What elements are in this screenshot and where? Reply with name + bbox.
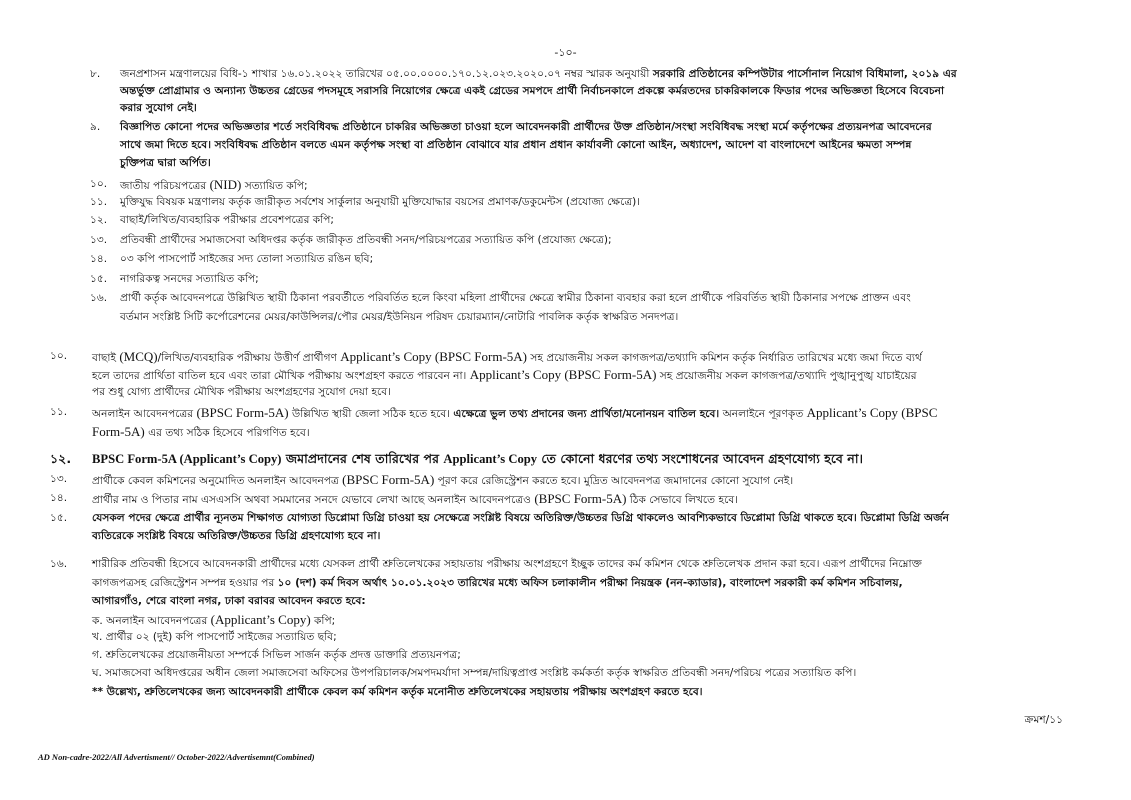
main-item-text: শারীরিক প্রতিবন্ধী হিসেবে আবেদনকারী প্রার্থীদের মধ্যে যেসকল প্রার্থী শ্রুতিলেখকের সহায়তায় পরীক্ষায় অংশগ্রহণে ইচ্ছুক তাদের কর্ম কমিশন থেকে শ্রুতিলেখক প্রদান করা হবে। এরূপ প্রার্থীদের নিম্নোক্ত [92, 558, 922, 570]
main-item-line [92, 384, 391, 401]
main-item-line [92, 348, 922, 367]
sub-item-text: প্রতিবন্ধী প্রার্থীদের সমাজসেবা অধিদপ্তর কর্তৃক জারীকৃত প্রতিবন্ধী সনদ/পরিচয়পত্রের সত্যায়িত কপি (প্রযোজ্য ক্ষেত্রে); [120, 234, 612, 246]
main-item-number: ১৫. [50, 512, 68, 524]
sub-item-line [120, 232, 612, 249]
sub-item-number: ১৬. [90, 292, 108, 304]
page-number: -১০- [554, 46, 577, 59]
main-item-line [92, 684, 703, 701]
main-item-text: কপি; [310, 615, 336, 627]
main-item-text: বাছাই [92, 352, 120, 364]
main-item-text: পর শুধু যোগ্য প্রার্থীদের মৌখিক পরীক্ষায় অংশগ্রহণের সুযোগ দেয়া হবে। [92, 386, 391, 398]
sub-item-text: অন্তর্ভুক্ত প্রোগ্রামার ও অন্যান্য উচ্চতর গ্রেডের পদসমূহে সরাসরি নিয়োগের ক্ষেত্রে একই গ্রেডের সমপদে প্রার্থী নির্বাচনকালে প্রকল্পে কর্মরতদের চাকরিকালকে ফিডার পদের অভিজ্ঞতা হিসেবে বিবেচনা [120, 85, 945, 97]
main-item-text: সহ প্রয়োজনীয় সকল কাগজপত্র/তথ্যাদি কমিশন কর্তৃক নির্ধারিত তারিখের মধ্যে জমা দিতে ব্যর্থ [527, 352, 922, 364]
main-item-line [92, 471, 793, 490]
sub-item-line [120, 100, 197, 117]
main-item-text: Applicant’s Copy [443, 452, 538, 466]
main-item-text: উল্লিখিত স্থায়ী জেলা সঠিক হতে হবে। [288, 408, 454, 420]
main-item-text: প্রার্থীকে কেবল কমিশনের অনুমোদিত অনলাইন আবেদনপত্র [92, 475, 343, 487]
sub-item-line [120, 212, 334, 229]
main-item-line [92, 665, 856, 682]
main-item-line [92, 629, 337, 646]
main-item-text: (BPSC Form-5A) [196, 405, 289, 420]
sub-item-text: (NID) [209, 177, 242, 192]
main-item-text: জমাপ্রদানের শেষ তারিখের পর [281, 451, 444, 466]
main-item-line [92, 450, 863, 469]
sub-item-text: সরকারি প্রতিষ্ঠানের কম্পিউটার পার্সোনাল নিয়োগ বিধিমালা, ২০১৯ এর [652, 68, 957, 80]
sub-item-text: জাতীয় পরিচয়পত্রের [120, 180, 210, 192]
main-item-number: ১৩. [50, 473, 68, 485]
main-item-text: অনলাইনে পূরণকৃত [719, 408, 807, 420]
sub-item-line [120, 66, 957, 83]
main-item-line [92, 366, 917, 385]
main-item-text: তে কোনো ধরণের তথ্য সংশোধনের আবেদন গ্রহণযোগ্য হবে না। [537, 451, 863, 466]
sub-item-line [120, 176, 308, 195]
main-item-text: (BPSC Form-5A) [342, 472, 435, 487]
main-item-text: ঘ. সমাজসেবা অধিদপ্তরের অধীন জেলা সমাজসেবা অফিসের উপপরিচালক/সমপদমর্যাদা সম্পন্ন/দায়িত্বপ্রাপ্ত সংশ্লিষ্ট কর্মকর্তা কর্তৃক স্বাক্ষরিত প্রতিবন্ধী সনদ/পরিচয় পত্রের সত্যায়িত কপি। [92, 667, 857, 679]
main-item-line [92, 593, 366, 610]
sub-item-line [120, 271, 259, 288]
main-item-number: ১০. [50, 350, 68, 362]
sub-item-text: সাথে জমা দিতে হবে। সংবিধিবদ্ধ প্রতিষ্ঠান বলতে এমন কর্তৃপক্ষ সংস্থা বা প্রতিষ্ঠান বোঝাবে যার প্রধান প্রধান কার্যাবলী কোনো আইন, অধ্যাদেশ, আদেশ বা বাংলাদেশে আইনের ক্ষমতা সম্পন্ন [120, 139, 912, 151]
sub-item-number: ৮. [90, 68, 101, 80]
main-item-text: ১০ (দশ) কর্ম দিবস অর্থাৎ ১০.০১.২০২৩ তারিখের মধ্যে অফিস চলাকালীন পরীক্ষা নিয়ন্ত্রক (নন-ক্যাডার), বাংলাদেশ সরকারী কর্ম কমিশন সচিবালয়, [277, 577, 903, 589]
main-item-text: Applicant’s Copy (BPSC [806, 405, 938, 420]
main-item-text: ** উল্লেখ্য, শ্রুতিলেখকের জন্য আবেদনকারী প্রার্থীকে কেবল কর্ম কমিশন কর্তৃক মনোনীত শ্রুতিলেখকের সহায়তায় পরীক্ষায় অংশগ্রহণ করতে হবে। [92, 686, 703, 698]
sub-item-text: নাগরিকত্ব সনদের সত্যায়িত কপি; [120, 273, 259, 285]
main-item-line [92, 611, 335, 630]
main-item-text: ক. অনলাইন আবেদনপত্রের [92, 615, 211, 627]
sub-item-line [120, 290, 911, 307]
main-item-line [92, 423, 310, 442]
continuation-marker: ক্রমশ/১১ [1024, 714, 1063, 726]
main-item-text: (MCQ) [119, 349, 158, 364]
main-item-text: এক্ষেত্রে ভুল তথ্য প্রদানের জন্য প্রার্থিতা/মনোনয়ন বাতিল হবে। [453, 408, 720, 420]
main-item-text: BPSC Form-5A (Applicant’s Copy) [92, 452, 282, 466]
main-item-line [92, 510, 949, 527]
main-item-text: Applicant’s Copy (BPSC Form-5A) [340, 349, 528, 364]
main-item-text: কাগজপত্রসহ রেজিস্ট্রেশন সম্পন্ন হওয়ার পর [92, 577, 278, 589]
main-item-number: ১৬. [50, 558, 68, 570]
sub-item-text: বর্তমান সংশ্লিষ্ট সিটি কর্পোরেশনের মেয়র/কাউন্সিলর/পৌর মেয়র/ইউনিয়ন পরিষদ চেয়ারম্যান/নোটারি পাবলিক কর্তৃক স্বাক্ষরিত সনদপত্র। [120, 311, 679, 323]
sub-item-line [120, 155, 211, 172]
main-item-line [92, 556, 922, 573]
sub-item-number: ১২. [90, 214, 108, 226]
sub-item-number: ১৩. [90, 234, 108, 246]
main-item-text: Form-5A) [92, 424, 145, 439]
main-item-text: (BPSC Form-5A) [534, 491, 627, 506]
main-item-text: অনলাইন আবেদনপত্রের [92, 408, 197, 420]
sub-item-number: ১১. [90, 196, 108, 208]
sub-item-text: জনপ্রশাসন মন্ত্রণালয়ের বিধি-১ শাখার ১৬.০১.২০২২ তারিখের ০৫.০০.০০০০.১৭০.১২.০২৩.২০২০.০৭ নম্বর স্মারক অনুযায়ী [120, 68, 653, 80]
sub-item-text: সত্যায়িত কপি; [241, 180, 308, 192]
main-item-text: যেসকল পদের ক্ষেত্রে প্রার্থীর ন্যূনতম শিক্ষাগত যোগ্যতা ডিপ্লোমা ডিগ্রি চাওয়া হয় সেক্ষেত্রে সংশ্লিষ্ট বিষয়ে অতিরিক্ত/উচ্চতর ডিগ্রি থাকলেও আবশ্যিকভাবে ডিপ্লোমা ডিগ্রি থাকতে হবে। ডিপ্লোমা ডিগ্রি অর্জন [92, 512, 949, 524]
sub-item-number: ৯. [90, 121, 101, 133]
sub-item-text: ০৩ কপি পাসপোর্ট সাইজের সদ্য তোলা সত্যায়িত রঙিন ছবি; [120, 253, 374, 265]
sub-item-line [120, 119, 932, 136]
sub-item-number: ১৫. [90, 273, 108, 285]
main-item-number: ১৪. [50, 492, 68, 504]
sub-item-text: চুক্তিপত্র দ্বারা অর্পিত। [120, 157, 211, 169]
main-item-line [92, 490, 738, 509]
main-item-text: এর তথ্য সঠিক হিসেবে পরিগণিত হবে। [144, 427, 310, 439]
main-item-line [92, 575, 903, 592]
main-item-text: খ. প্রার্থীর ০২ (দুই) কপি পাসপোর্ট সাইজের সত্যায়িত ছবি; [92, 631, 337, 643]
sub-item-number: ১৪. [90, 253, 108, 265]
main-item-line [92, 404, 937, 423]
sub-item-text: বাছাই/লিখিত/ব্যবহারিক পরীক্ষার প্রবেশপত্রের কপি; [120, 214, 334, 226]
main-item-text: ঠিক সেভাবে লিখতে হবে। [626, 494, 739, 506]
sub-item-line [120, 137, 911, 154]
sub-item-text: করার সুযোগ নেই। [120, 102, 197, 114]
main-item-text: প্রার্থীর নাম ও পিতার নাম এসএসসি অথবা সমমানের সনদে যেভাবে লেখা আছে অনলাইন আবেদনপত্রেও [92, 494, 535, 506]
main-item-text: ব্যতিরেকে সংশ্লিষ্ট বিষয়ে অতিরিক্ত/উচ্চতর ডিগ্রি গ্রহণযোগ্য হবে না। [92, 530, 381, 542]
sub-item-line [120, 251, 373, 268]
sub-item-line [120, 83, 944, 100]
sub-item-text: মুক্তিযুদ্ধ বিষয়ক মন্ত্রণালয় কর্তৃক জারীকৃত সর্বশেষ সার্কুলার অনুযায়ী মুক্তিযোদ্ধার বয়সের প্রমাণক/ডকুমেন্টস (প্রযোজ্য ক্ষেত্রে)। [120, 196, 641, 208]
main-item-number: ১২. [50, 451, 72, 466]
main-item-line [92, 528, 380, 545]
main-item-line [92, 647, 461, 664]
main-item-text: সহ প্রয়োজনীয় সকল কাগজপত্র/তথ্যাদি পুঙ্খানুপুঙ্খ যাচাইয়ের [656, 370, 917, 382]
main-item-text: Applicant’s Copy (BPSC Form-5A) [469, 367, 657, 382]
sub-item-text: বিজ্ঞাপিত কোনো পদের অভিজ্ঞতার শর্তে সংবিধিবদ্ধ প্রতিষ্ঠানে চাকরির অভিজ্ঞতা চাওয়া হলে আবেদনকারী প্রার্থীদের উক্ত প্রতিষ্ঠান/সংস্থা সংবিধিবদ্ধ সংস্থা মর্মে কর্তৃপক্ষের প্রত্যয়নপত্র আবেদনের [120, 121, 932, 133]
main-item-text: /লিখিত/ব্যবহারিক পরীক্ষায় উত্তীর্ণ প্রার্থীগণ [157, 352, 341, 364]
sub-item-line [120, 309, 678, 326]
main-item-text: পূরণ করে রেজিস্ট্রেশন করতে হবে। মুদ্রিত আবেদনপত্র জমাদানের কোনো সুযোগ নেই। [434, 475, 794, 487]
main-item-number: ১১. [50, 406, 68, 418]
footer-file-path: AD Non-cadre-2022/All Advertisment// October-2022/Advertisemnt(Combined) [38, 752, 315, 762]
main-item-text: গ. শ্রুতিলেখকের প্রয়োজনীয়তা সম্পর্কে সিভিল সার্জন কর্তৃক প্রদত্ত ডাক্তারি প্রত্যয়নপত্র; [92, 649, 461, 661]
sub-item-text: প্রার্থী কর্তৃক আবেদনপত্রে উল্লিখিত স্থায়ী ঠিকানা পরবর্তীতে পরিবর্তিত হলে কিংবা মহিলা প্রার্থীদের ক্ষেত্রে স্বামীর ঠিকানা ব্যবহার করা হলে প্রার্থীকে পরিবর্তিত স্থায়ী ঠিকানার সপক্ষে প্রাক্তন এবং [120, 292, 911, 304]
main-item-text: হলে তাদের প্রার্থিতা বাতিল হবে এবং তারা মৌখিক পরীক্ষায় অংশগ্রহণ করতে পারবেন না। [92, 370, 470, 382]
main-item-text: (Applicant’s Copy) [210, 612, 311, 627]
main-item-text: আগারগাঁও, শেরে বাংলা নগর, ঢাকা বরাবর আবেদন করতে হবে: [92, 595, 366, 607]
sub-item-line [120, 194, 640, 211]
sub-item-number: ১০. [90, 178, 108, 190]
